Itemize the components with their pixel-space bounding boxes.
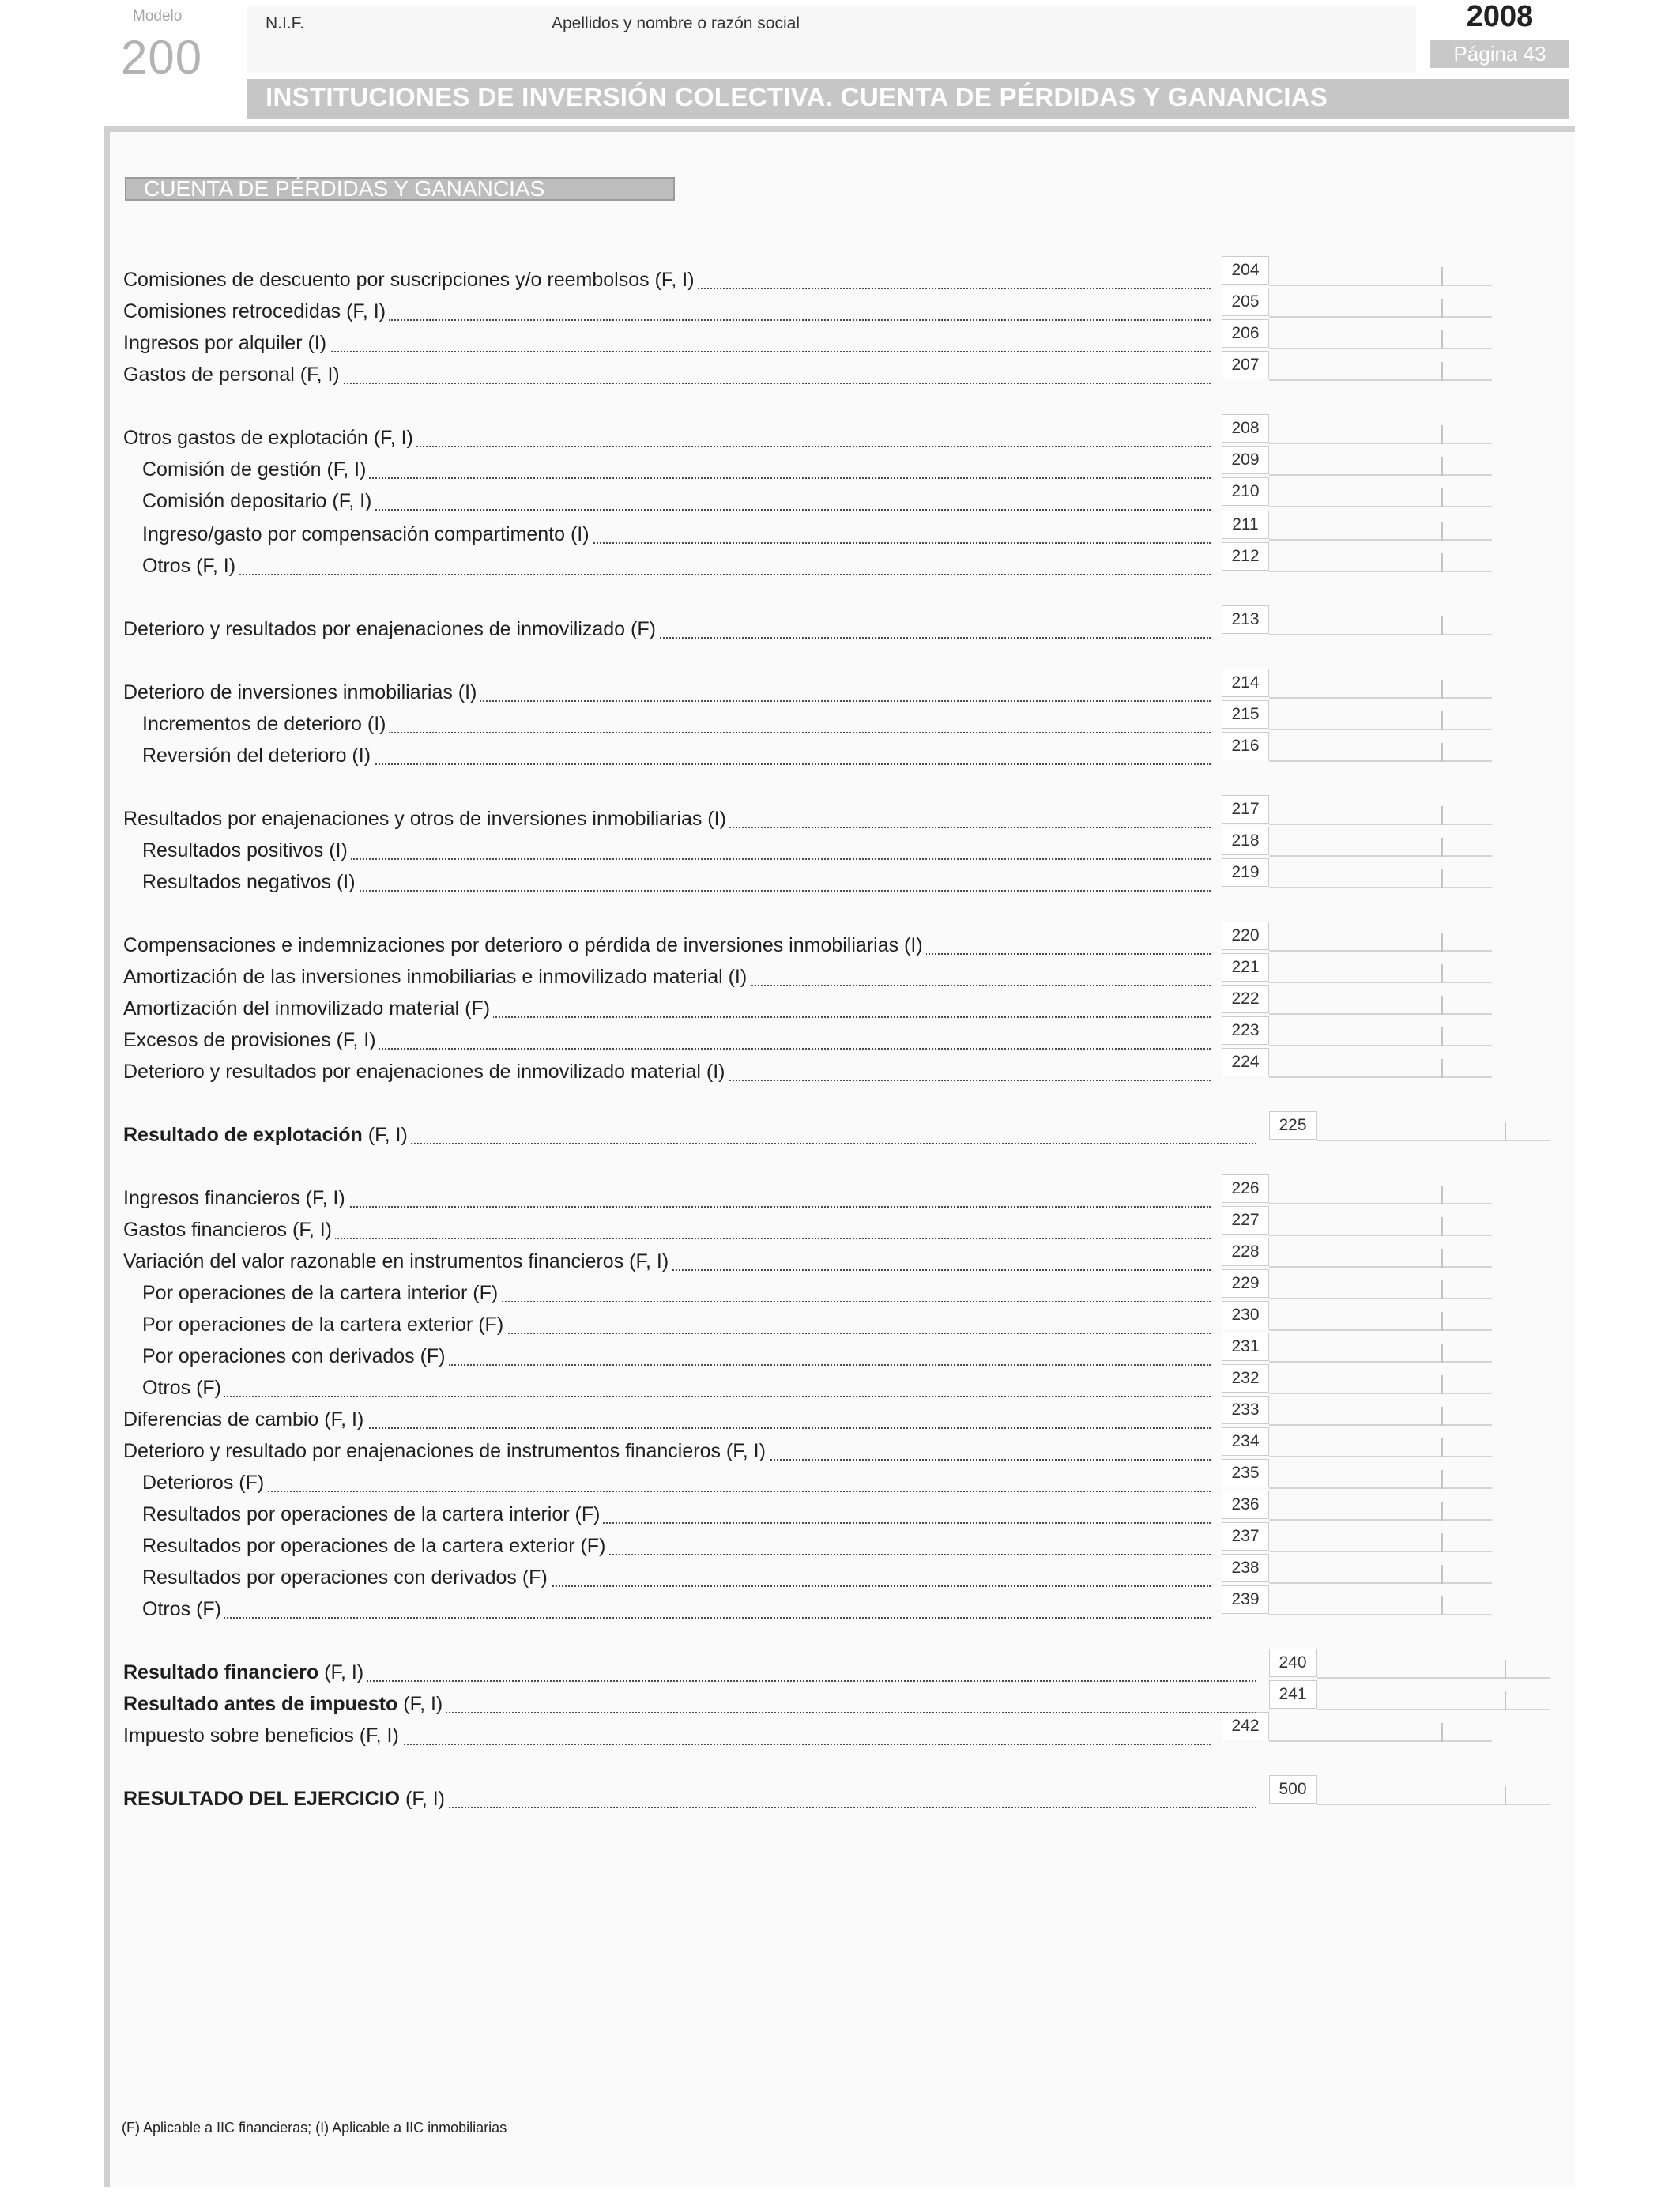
amount-field-500[interactable] — [1317, 1804, 1550, 1805]
row-label-229 — [142, 1279, 1211, 1307]
box-code-216: 216 — [1222, 732, 1269, 760]
box-code-210: 210 — [1222, 477, 1269, 506]
row-label-226 — [123, 1184, 1211, 1212]
amount-field-240[interactable] — [1317, 1677, 1550, 1679]
amount-field-234[interactable] — [1269, 1456, 1492, 1457]
box-code-221: 221 — [1222, 953, 1269, 982]
row-label-227 — [123, 1216, 1211, 1244]
row-label-500 — [123, 1785, 1256, 1813]
row-label-text: Otros (F) — [142, 1377, 221, 1399]
row-label-text: Gastos de personal (F, I) — [123, 364, 340, 386]
box-code-217: 217 — [1222, 795, 1269, 824]
row-label-211 — [142, 520, 1211, 548]
amount-field-223[interactable] — [1269, 1045, 1492, 1046]
box-code-220: 220 — [1222, 922, 1269, 950]
row-label-text: Deterioros (F) — [142, 1472, 265, 1494]
row-label-text: Otros gastos de explotación (F, I) — [123, 427, 413, 449]
amount-field-208[interactable] — [1269, 443, 1492, 444]
row-label-237 — [142, 1532, 1211, 1560]
decimal-separator-tick — [1441, 838, 1443, 857]
row-label-text: Ingresos por alquiler (I) — [123, 332, 327, 354]
row-label-241 — [123, 1690, 1256, 1718]
decimal-separator-tick — [1441, 1059, 1443, 1078]
row-label-text: (F, I) — [400, 1788, 445, 1810]
modelo-number: 200 — [121, 31, 203, 84]
row-label-218 — [142, 836, 1211, 865]
box-code-238: 238 — [1222, 1554, 1269, 1582]
row-label-text: Resultados positivos (I) — [142, 839, 348, 861]
row-label-text: Comisión depositario (F, I) — [142, 490, 372, 512]
row-label-231 — [142, 1342, 1211, 1370]
row-label-text: Resultados por operaciones con derivados (F) — [142, 1566, 548, 1589]
amount-field-209[interactable] — [1269, 474, 1492, 476]
row-label-text: Por operaciones de la cartera exterior (F) — [142, 1314, 504, 1336]
decimal-separator-tick — [1441, 616, 1443, 635]
amount-field-204[interactable] — [1269, 285, 1492, 286]
decimal-separator-tick — [1441, 680, 1443, 699]
row-label-text: Gastos financieros (F, I) — [123, 1219, 332, 1241]
row-label-230 — [142, 1310, 1211, 1339]
amount-field-207[interactable] — [1269, 379, 1492, 381]
amount-field-215[interactable] — [1269, 729, 1492, 730]
row-label-text: Resultados por operaciones de la cartera interior (F) — [142, 1503, 601, 1525]
amount-field-210[interactable] — [1269, 506, 1492, 507]
row-label-text: Compensaciones e indemnizaciones por deterioro o pérdida de inversiones inmobiliarias (I) — [123, 934, 923, 956]
decimal-separator-tick — [1441, 996, 1443, 1015]
page-badge: Página 43 — [1430, 40, 1569, 68]
decimal-separator-tick — [1441, 267, 1443, 286]
box-code-209: 209 — [1222, 446, 1269, 474]
box-code-242: 242 — [1222, 1712, 1269, 1740]
row-label-text: Excesos de provisiones (F, I) — [123, 1029, 376, 1051]
amount-field-230[interactable] — [1269, 1329, 1492, 1331]
row-label-text: Reversión del deterioro (I) — [142, 745, 371, 767]
row-label-242 — [123, 1721, 1211, 1750]
box-code-230: 230 — [1222, 1301, 1269, 1329]
box-code-500: 500 — [1269, 1775, 1317, 1804]
box-code-240: 240 — [1269, 1649, 1317, 1677]
row-label-text: Ingresos financieros (F, I) — [123, 1187, 345, 1209]
decimal-separator-tick — [1505, 1660, 1506, 1679]
box-code-234: 234 — [1222, 1427, 1269, 1456]
box-code-239: 239 — [1222, 1585, 1269, 1614]
amount-field-206[interactable] — [1269, 348, 1492, 349]
decimal-separator-tick — [1441, 869, 1443, 888]
row-label-221 — [123, 963, 1211, 991]
row-label-text: Por operaciones de la cartera interior (F) — [142, 1282, 499, 1304]
row-label-text: Deterioro y resultado por enajenaciones de instrumentos financieros (F, I) — [123, 1440, 766, 1462]
decimal-separator-tick — [1441, 1280, 1443, 1299]
amount-field-235[interactable] — [1269, 1487, 1492, 1489]
row-label-text: Comisión de gestión (F, I) — [142, 458, 367, 481]
row-label-238 — [142, 1563, 1211, 1592]
decimal-separator-tick — [1441, 488, 1443, 507]
box-code-214: 214 — [1222, 669, 1269, 697]
box-code-213: 213 — [1222, 605, 1269, 634]
row-label-text: Por operaciones con derivados (F) — [142, 1345, 446, 1367]
footnote: (F) Aplicable a IIC financieras; (I) Aplicable a IIC inmobiliarias — [122, 2120, 507, 2136]
decimal-separator-tick — [1441, 1723, 1443, 1742]
decimal-separator-tick — [1441, 1470, 1443, 1489]
box-code-206: 206 — [1222, 319, 1269, 348]
row-label-216 — [142, 741, 1211, 770]
decimal-separator-tick — [1505, 1786, 1506, 1805]
amount-field-236[interactable] — [1269, 1519, 1492, 1521]
row-label-bold: Resultado antes de impuesto — [123, 1693, 398, 1715]
row-label-bold: Resultado financiero — [123, 1661, 319, 1683]
box-code-236: 236 — [1222, 1491, 1269, 1519]
nif-name-field[interactable] — [247, 6, 1416, 73]
row-label-bold: RESULTADO DEL EJERCICIO — [123, 1788, 401, 1810]
amount-field-222[interactable] — [1269, 1013, 1492, 1015]
amount-field-225[interactable] — [1317, 1140, 1550, 1141]
decimal-separator-tick — [1441, 1502, 1443, 1521]
page-title: INSTITUCIONES DE INVERSIÓN COLECTIVA. CUENTA DE PÉRDIDAS Y GANANCIAS — [266, 82, 1328, 111]
name-label: Apellidos y nombre o razón social — [552, 14, 800, 32]
row-label-212 — [142, 552, 1211, 580]
row-label-text: (F, I) — [397, 1693, 443, 1715]
amount-field-217[interactable] — [1269, 824, 1492, 825]
decimal-separator-tick — [1441, 933, 1443, 952]
row-label-text: Resultados negativos (I) — [142, 871, 356, 893]
box-code-235: 235 — [1222, 1459, 1269, 1487]
amount-field-216[interactable] — [1269, 760, 1492, 762]
amount-field-239[interactable] — [1269, 1614, 1492, 1615]
decimal-separator-tick — [1441, 1596, 1443, 1615]
row-label-223 — [123, 1026, 1211, 1054]
nif-label: N.I.F. — [266, 14, 305, 32]
amount-field-219[interactable] — [1269, 887, 1492, 888]
amount-field-227[interactable] — [1269, 1235, 1492, 1236]
row-label-210 — [142, 487, 1211, 515]
decimal-separator-tick — [1441, 522, 1443, 541]
box-code-204: 204 — [1222, 256, 1269, 285]
amount-field-224[interactable] — [1269, 1076, 1492, 1078]
box-code-241: 241 — [1269, 1680, 1317, 1709]
decimal-separator-tick — [1441, 330, 1443, 349]
box-code-218: 218 — [1222, 827, 1269, 855]
box-code-205: 205 — [1222, 288, 1269, 316]
dot-leader — [142, 1617, 1211, 1619]
box-code-224: 224 — [1222, 1048, 1269, 1076]
decimal-separator-tick — [1441, 806, 1443, 825]
box-code-233: 233 — [1222, 1396, 1269, 1424]
amount-field-229[interactable] — [1269, 1298, 1492, 1299]
row-label-text: Otros (F, I) — [142, 555, 236, 577]
row-label-text: Deterioro de inversiones inmobiliarias (I) — [123, 681, 477, 703]
amount-field-241[interactable] — [1317, 1709, 1550, 1710]
amount-field-233[interactable] — [1269, 1424, 1492, 1426]
decimal-separator-tick — [1441, 299, 1443, 318]
amount-field-228[interactable] — [1269, 1266, 1492, 1268]
row-label-234 — [123, 1437, 1211, 1465]
row-label-205 — [123, 297, 1211, 326]
row-label-217 — [123, 805, 1211, 833]
amount-field-218[interactable] — [1269, 855, 1492, 857]
decimal-separator-tick — [1441, 1407, 1443, 1426]
box-code-229: 229 — [1222, 1269, 1269, 1298]
row-label-text: Variación del valor razonable en instrumentos financieros (F, I) — [123, 1250, 669, 1272]
box-code-227: 227 — [1222, 1206, 1269, 1235]
decimal-separator-tick — [1441, 1312, 1443, 1331]
amount-field-212[interactable] — [1269, 571, 1492, 572]
row-label-text: Amortización de las inversiones inmobiliarias e inmovilizado material (I) — [123, 966, 748, 988]
row-label-text: (F, I) — [318, 1661, 364, 1683]
row-label-text: Resultados por operaciones de la cartera exterior (F) — [142, 1535, 606, 1557]
decimal-separator-tick — [1441, 1375, 1443, 1394]
decimal-separator-tick — [1441, 1249, 1443, 1268]
decimal-separator-tick — [1441, 1217, 1443, 1236]
decimal-separator-tick — [1441, 711, 1443, 730]
dot-leader — [142, 574, 1211, 575]
row-label-232 — [142, 1374, 1211, 1402]
row-label-text: Deterioro y resultados por enajenaciones de inmovilizado material (I) — [123, 1061, 725, 1083]
row-label-228 — [123, 1247, 1211, 1276]
row-label-239 — [142, 1595, 1211, 1623]
row-label-208 — [123, 424, 1211, 452]
row-label-text: Otros (F) — [142, 1598, 221, 1620]
row-label-text: Resultados por enajenaciones y otros de inversiones inmobiliarias (I) — [123, 808, 726, 830]
box-code-215: 215 — [1222, 700, 1269, 729]
amount-field-226[interactable] — [1269, 1203, 1492, 1204]
box-code-223: 223 — [1222, 1016, 1269, 1045]
decimal-separator-tick — [1441, 553, 1443, 572]
box-code-225: 225 — [1269, 1111, 1317, 1140]
row-label-text: Impuesto sobre beneficios (F, I) — [123, 1725, 399, 1747]
row-label-206 — [123, 329, 1211, 357]
year-label: 2008 — [1466, 0, 1534, 33]
amount-field-238[interactable] — [1269, 1582, 1492, 1584]
row-label-text: Comisiones retrocedidas (F, I) — [123, 300, 386, 322]
row-label-207 — [123, 360, 1211, 389]
amount-field-237[interactable] — [1269, 1551, 1492, 1552]
decimal-separator-tick — [1505, 1691, 1506, 1710]
row-label-204 — [123, 266, 1211, 294]
box-code-212: 212 — [1222, 542, 1269, 571]
row-label-222 — [123, 994, 1211, 1023]
decimal-separator-tick — [1505, 1122, 1506, 1141]
amount-field-213[interactable] — [1269, 634, 1492, 635]
row-label-215 — [142, 710, 1211, 738]
row-label-text: Amortización del inmovilizado material (F) — [123, 997, 491, 1020]
box-code-231: 231 — [1222, 1333, 1269, 1361]
decimal-separator-tick — [1441, 1438, 1443, 1457]
row-label-text: (F, I) — [362, 1124, 408, 1146]
row-label-220 — [123, 931, 1211, 959]
box-code-211: 211 — [1222, 511, 1269, 539]
row-label-text: Comisiones de descuento por suscripciones y/o reembolsos (F, I) — [123, 269, 695, 291]
box-code-232: 232 — [1222, 1364, 1269, 1393]
amount-field-220[interactable] — [1269, 950, 1492, 952]
decimal-separator-tick — [1441, 1027, 1443, 1046]
row-label-214 — [123, 678, 1211, 707]
decimal-separator-tick — [1441, 1186, 1443, 1204]
row-label-224 — [123, 1057, 1211, 1086]
box-code-228: 228 — [1222, 1238, 1269, 1266]
modelo-label: Modelo — [133, 8, 183, 25]
row-label-209 — [142, 455, 1211, 484]
box-code-207: 207 — [1222, 351, 1269, 379]
amount-field-231[interactable] — [1269, 1361, 1492, 1363]
row-label-236 — [142, 1500, 1211, 1529]
row-label-text: Deterioro y resultados por enajenaciones de inmovilizado (F) — [123, 618, 656, 640]
decimal-separator-tick — [1441, 743, 1443, 762]
row-label-213 — [123, 615, 1211, 643]
decimal-separator-tick — [1441, 457, 1443, 476]
row-label-text: Diferencias de cambio (F, I) — [123, 1408, 364, 1431]
amount-field-214[interactable] — [1269, 697, 1492, 699]
row-label-text: Incrementos de deterioro (I) — [142, 713, 386, 735]
row-label-bold: Resultado de explotación — [123, 1124, 363, 1146]
row-label-225 — [123, 1121, 1256, 1149]
section-title: CUENTA DE PÉRDIDAS Y GANANCIAS — [144, 176, 545, 201]
row-label-235 — [142, 1468, 1211, 1497]
box-code-222: 222 — [1222, 985, 1269, 1013]
amount-field-221[interactable] — [1269, 982, 1492, 983]
dot-leader — [142, 1491, 1211, 1492]
amount-field-232[interactable] — [1269, 1393, 1492, 1394]
amount-field-211[interactable] — [1269, 539, 1492, 541]
decimal-separator-tick — [1441, 425, 1443, 444]
amount-field-242[interactable] — [1269, 1740, 1492, 1742]
row-label-text: Ingreso/gasto por compensación compartimento (I) — [142, 523, 590, 545]
box-code-226: 226 — [1222, 1174, 1269, 1203]
amount-field-205[interactable] — [1269, 316, 1492, 318]
box-code-208: 208 — [1222, 414, 1269, 443]
decimal-separator-tick — [1441, 1565, 1443, 1584]
decimal-separator-tick — [1441, 964, 1443, 983]
row-label-219 — [142, 868, 1211, 896]
decimal-separator-tick — [1441, 362, 1443, 381]
row-label-240 — [123, 1658, 1256, 1687]
row-label-233 — [123, 1405, 1211, 1434]
decimal-separator-tick — [1441, 1533, 1443, 1552]
decimal-separator-tick — [1441, 1344, 1443, 1363]
box-code-219: 219 — [1222, 858, 1269, 887]
box-code-237: 237 — [1222, 1522, 1269, 1551]
dot-leader — [142, 1396, 1211, 1397]
